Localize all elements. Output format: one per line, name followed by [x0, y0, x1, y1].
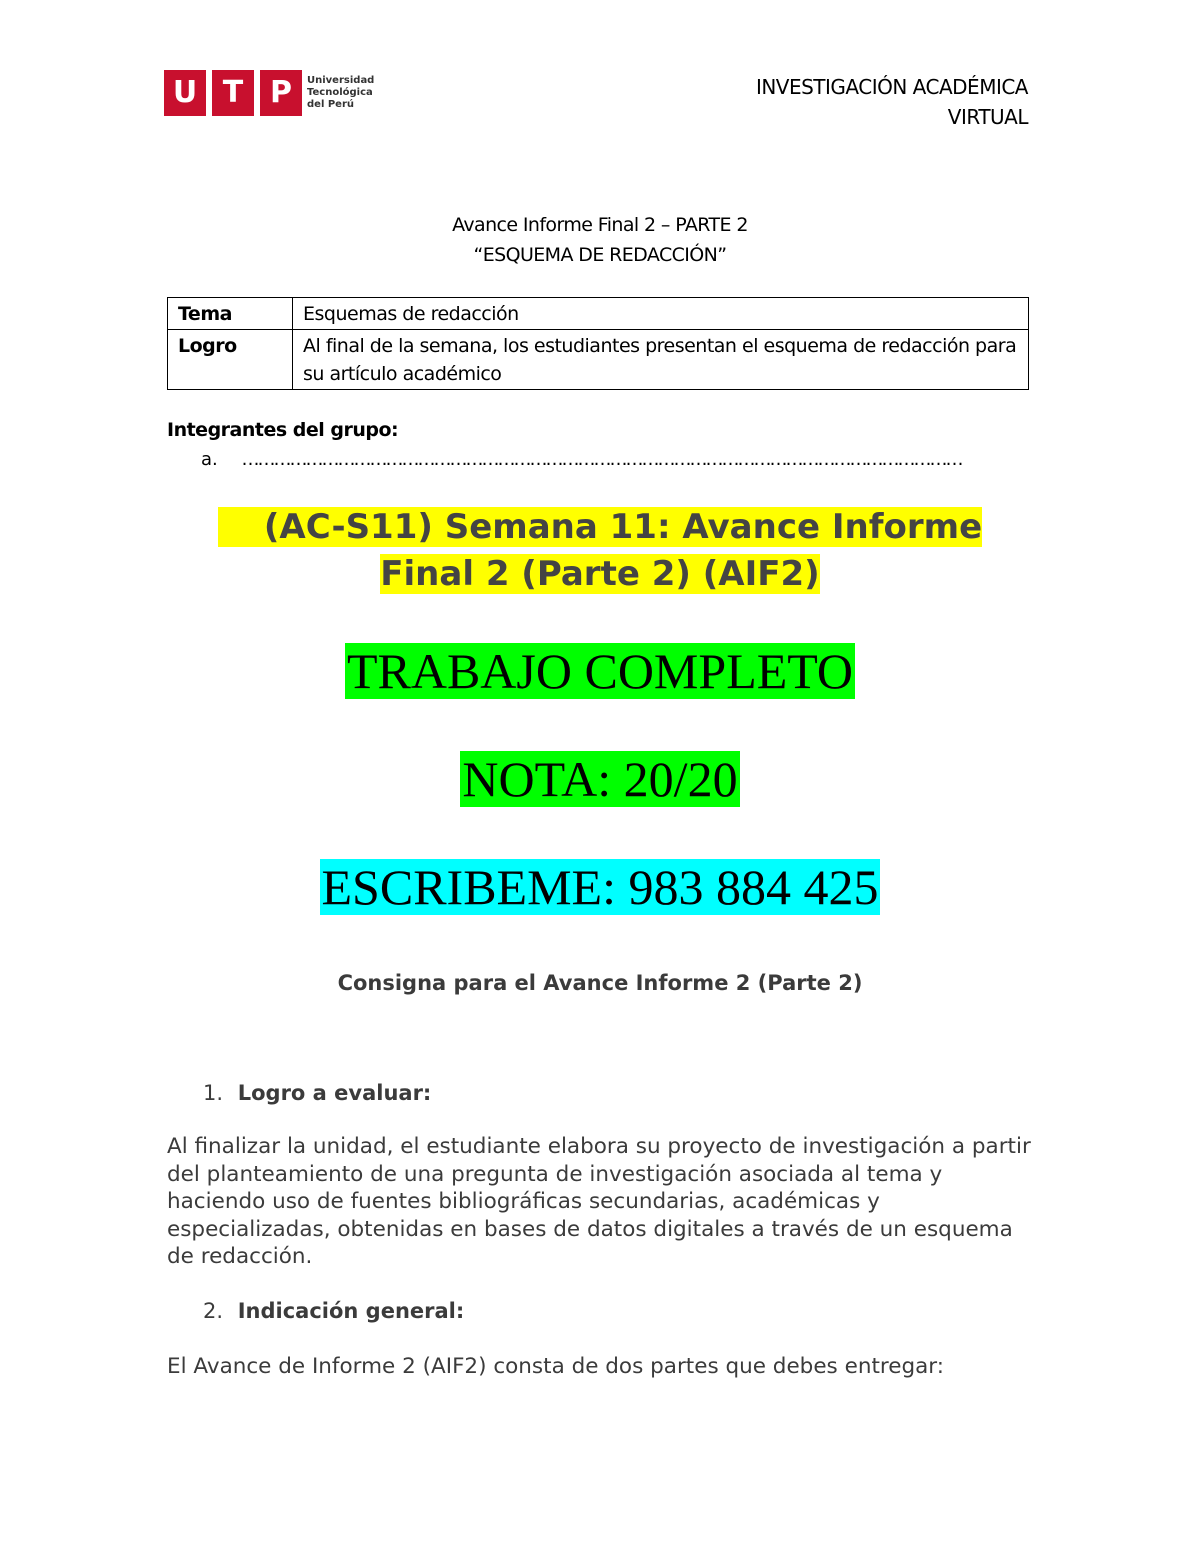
paragraph-logro: Al finalizar la unidad, el estudiante elabora su proyecto de investigación a partir del planteamiento de una pregunta de investigación asociada al tema y haciendo uso de fuentes bibliográficas secundarias, académicas y especializadas, obtenidas en bases de datos digitales a través de un esquema de redacción.	[167, 1134, 1031, 1269]
doc-title-line-1: Avance Informe Final 2 – PARTE 2	[452, 214, 748, 236]
table-key: Logro	[168, 330, 293, 390]
highlight-text: (AC-S11) Semana 11: Avance Informe	[218, 507, 982, 547]
paragraph-indicacion: El Avance de Informe 2 (AIF2) consta de dos partes que debes entregar:	[167, 1354, 945, 1379]
logo-text-line: del Perú	[307, 99, 355, 110]
logo-text	[307, 75, 387, 111]
section-heading-2	[203, 1296, 464, 1326]
banner-contact-text: ESCRIBEME: 983 884 425	[321, 859, 879, 915]
section-title: Logro a evaluar:	[237, 1081, 432, 1105]
group-item	[201, 446, 962, 474]
logo-letter-p: P	[260, 70, 302, 116]
logo-text-line: Tecnológica	[307, 87, 373, 98]
header-course-title	[756, 72, 1028, 132]
group-item-placeholder: ………………………………………………………………………………………………………………………	[241, 449, 962, 470]
logo-text-line: Universidad	[307, 75, 375, 86]
section-title: Indicación general:	[237, 1299, 465, 1323]
doc-title-line-2: “ESQUEMA DE REDACCIÓN”	[473, 244, 727, 266]
highlight-text: Final 2 (Parte 2) (AIF2)	[380, 554, 820, 594]
banner-complete-text: TRABAJO COMPLETO	[346, 643, 854, 699]
highlight-heading-line-2	[0, 550, 1200, 598]
info-table	[167, 297, 1029, 390]
table-row	[168, 298, 1029, 330]
table-key: Tema	[168, 298, 293, 330]
table-value: Al final de la semana, los estudiantes presentan el esquema de redacción para su artículo académico	[293, 330, 1029, 390]
highlight-heading-line-1	[0, 503, 1200, 551]
section-number: 1.	[203, 1081, 224, 1105]
banner-grade-text: NOTA: 20/20	[462, 751, 738, 807]
table-value: Esquemas de redacción	[293, 298, 1029, 330]
group-item-marker: a.	[201, 449, 218, 470]
table-row	[168, 330, 1029, 390]
banner-complete	[0, 644, 1200, 698]
section-number: 2.	[203, 1299, 224, 1323]
logo-letter-t: T	[212, 70, 254, 116]
banner-contact	[0, 860, 1200, 914]
header-line-2: VIRTUAL	[947, 105, 1028, 129]
section-heading-1	[203, 1078, 431, 1108]
utp-logo	[164, 70, 374, 116]
banner-grade	[0, 752, 1200, 806]
consigna-heading: Consigna para el Avance Informe 2 (Parte 2)	[337, 971, 863, 995]
header-line-1: INVESTIGACIÓN ACADÉMICA	[755, 75, 1028, 99]
logo-letter-u: U	[164, 70, 206, 116]
group-label: Integrantes del grupo:	[167, 419, 399, 441]
